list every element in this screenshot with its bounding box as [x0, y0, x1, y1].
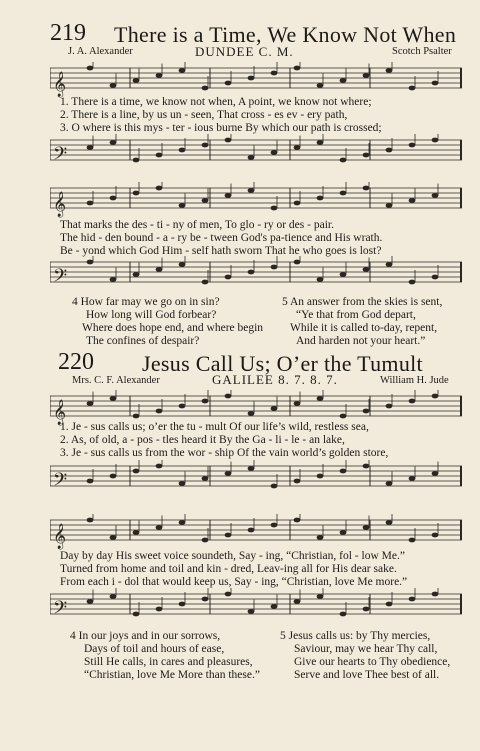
notehead [202, 143, 209, 148]
notehead [156, 153, 163, 158]
clef-icon: 𝄢 [53, 266, 68, 291]
verse-line: How long will God forbear? [86, 309, 217, 321]
notehead [179, 68, 186, 73]
notehead [409, 143, 416, 148]
notehead [87, 260, 94, 265]
notehead [432, 592, 439, 597]
notehead [432, 275, 439, 280]
music-staff-treble [50, 514, 462, 550]
notehead [248, 528, 255, 533]
lyric-line: 1. Je - sus calls us; o’er the tu - mult Of our life’s wild, restless sea, [60, 421, 369, 433]
notehead [317, 594, 324, 599]
hymn-number: 220 [58, 349, 94, 375]
notehead [133, 530, 140, 535]
clef-icon: 𝄢 [53, 598, 68, 623]
notehead [156, 607, 163, 612]
notehead [409, 538, 416, 543]
notehead [363, 186, 370, 191]
notehead [225, 592, 232, 597]
clef-icon: 𝄞 [53, 524, 67, 549]
music-staff-bass [50, 588, 462, 624]
notehead [271, 406, 278, 411]
music-staff-bass [50, 460, 462, 496]
lyrics-block [60, 96, 460, 135]
hymn-number: 219 [50, 20, 86, 46]
notehead [133, 158, 140, 163]
music-source: William H. Jude [380, 375, 449, 386]
notehead [271, 604, 278, 609]
lyric-line: The hid - den bound - a - ry be - tween God's pa-tience and His wrath. [60, 232, 383, 244]
music-staff-bass [50, 256, 462, 292]
notehead [133, 78, 140, 83]
verse-line: And harden not your heart.” [296, 335, 426, 347]
notehead [87, 479, 94, 484]
verse-line: “Ye that from God depart, [296, 309, 416, 321]
notehead [294, 201, 301, 206]
verse-5 [282, 296, 442, 348]
notehead [179, 148, 186, 153]
notehead [225, 471, 232, 476]
lyric-line: Day by day His sweet voice soundeth, Say - ing, “Christian, fol - low Me.” [60, 550, 405, 562]
notehead [179, 203, 186, 208]
verse-line: 5 Jesus calls us: by Thy mercies, [280, 630, 431, 642]
lyrics-block [60, 219, 460, 258]
notehead [294, 260, 301, 265]
notehead [110, 140, 117, 145]
music-staff-treble [50, 182, 462, 218]
notehead [271, 71, 278, 76]
verse-line: While it is called to-day, repent, [290, 322, 438, 334]
verse-line: The confines of despair? [86, 335, 200, 347]
lyric-line: Be - yond which God Him - self hath sworn That he who goes is lost? [60, 245, 382, 257]
notehead [363, 464, 370, 469]
verse-line: Saviour, may we hear Thy call, [294, 643, 438, 655]
notehead [248, 466, 255, 471]
notehead [87, 401, 94, 406]
notehead [271, 265, 278, 270]
notehead [363, 525, 370, 530]
notehead [110, 535, 117, 540]
notehead [363, 73, 370, 78]
notehead [317, 277, 324, 282]
notehead [363, 409, 370, 414]
notehead [432, 138, 439, 143]
verse-line: 4 How far may we go on in sin? [72, 296, 220, 308]
notehead [202, 538, 209, 543]
lyric-line: 3. O where is this mys - ter - ious burne By which our path is crossed; [60, 122, 382, 134]
notehead [294, 66, 301, 71]
notehead [179, 262, 186, 267]
notehead [225, 81, 232, 86]
hymn-title: Jesus Call Us; O’er the Tumult [142, 351, 423, 376]
notehead [156, 525, 163, 530]
notehead [87, 66, 94, 71]
staff-lines [50, 134, 462, 170]
notehead [409, 399, 416, 404]
notehead [340, 78, 347, 83]
notehead [340, 530, 347, 535]
notehead [271, 523, 278, 528]
notehead [156, 186, 163, 191]
verse-line: 4 In our joys and in our sorrows, [70, 630, 221, 642]
notehead [248, 609, 255, 614]
notehead [294, 479, 301, 484]
notehead [317, 196, 324, 201]
notehead [386, 520, 393, 525]
clef-icon: 𝄢 [53, 144, 68, 169]
notehead [317, 535, 324, 540]
notehead [409, 597, 416, 602]
music-staff-bass [50, 134, 462, 170]
notehead [363, 607, 370, 612]
notehead [340, 414, 347, 419]
notehead [294, 518, 301, 523]
lyrics-block [60, 550, 460, 589]
notehead [248, 76, 255, 81]
notehead [386, 148, 393, 153]
notehead [225, 193, 232, 198]
notehead [386, 262, 393, 267]
verse-line: Still He calls, in cares and pleasures, [84, 656, 253, 668]
notehead [225, 275, 232, 280]
notehead [386, 203, 393, 208]
lyric-line: 2. As, of old, a - pos - tles heard it By the Ga - li - le - an lake, [60, 434, 345, 446]
notehead [202, 198, 209, 203]
notehead [340, 158, 347, 163]
notehead [87, 599, 94, 604]
notehead [432, 533, 439, 538]
lyric-line: Turned from home and toil and kin - dred, Leav-ing all for His dear sake. [60, 563, 397, 575]
notehead [432, 471, 439, 476]
verse-line: “Christian, love Me More than these.” [84, 669, 260, 681]
notehead [409, 86, 416, 91]
staff-lines [50, 588, 462, 624]
notehead [179, 602, 186, 607]
music-staff-treble [50, 62, 462, 98]
notehead [179, 404, 186, 409]
staff-lines [50, 256, 462, 292]
notehead [363, 267, 370, 272]
notehead [156, 73, 163, 78]
verse-4 [70, 630, 260, 682]
notehead [340, 469, 347, 474]
notehead [133, 612, 140, 617]
hymn-author: Mrs. C. F. Alexander [72, 375, 160, 386]
notehead [110, 196, 117, 201]
clef-icon: 𝄞 [53, 400, 67, 425]
notehead [110, 83, 117, 88]
notehead [225, 533, 232, 538]
notehead [294, 599, 301, 604]
verse-line: Give our hearts to Thy obedience, [294, 656, 451, 668]
notehead [156, 409, 163, 414]
notehead [179, 481, 186, 486]
notehead [340, 191, 347, 196]
verse-line: Serve and love Thee best of all. [294, 669, 440, 681]
lyric-line: From each i - dol that would keep us, Say - ing, “Christian, love Me more.” [60, 576, 408, 588]
notehead [87, 201, 94, 206]
notehead [133, 414, 140, 419]
notehead [386, 602, 393, 607]
staff-lines [50, 514, 462, 550]
clef-icon: 𝄞 [53, 192, 67, 217]
lyric-line: 1. There is a time, we know not when, A point, we know not where; [60, 96, 372, 108]
clef-icon: 𝄞 [53, 72, 67, 97]
notehead [156, 267, 163, 272]
notehead [202, 86, 209, 91]
notehead [110, 594, 117, 599]
notehead [202, 280, 209, 285]
notehead [271, 206, 278, 211]
notehead [133, 272, 140, 277]
notehead [133, 191, 140, 196]
notehead [294, 145, 301, 150]
verse-4 [72, 296, 263, 348]
notehead [271, 484, 278, 489]
notehead [202, 597, 209, 602]
music-source: Scotch Psalter [392, 46, 452, 57]
notehead [225, 138, 232, 143]
notehead [271, 150, 278, 155]
verse-5 [280, 630, 450, 682]
staff-lines [50, 460, 462, 496]
notehead [202, 476, 209, 481]
hymn-author: J. A. Alexander [68, 46, 133, 57]
notehead [432, 394, 439, 399]
notehead [386, 481, 393, 486]
verse-line: Days of toil and hours of ease, [84, 643, 225, 655]
clef-icon: 𝄢 [53, 470, 68, 495]
staff-lines [50, 62, 462, 98]
tune-name: DUNDEE C. M. [195, 44, 294, 59]
notehead [294, 401, 301, 406]
notehead [248, 155, 255, 160]
notehead [409, 198, 416, 203]
verse-line: Where does hope end, and where begin [82, 322, 264, 334]
notehead [317, 83, 324, 88]
notehead [87, 518, 94, 523]
notehead [87, 145, 94, 150]
notehead [248, 270, 255, 275]
staff-lines [50, 182, 462, 218]
notehead [340, 272, 347, 277]
notehead [386, 404, 393, 409]
notehead [248, 411, 255, 416]
notehead [317, 396, 324, 401]
notehead [432, 193, 439, 198]
lyrics-block [60, 421, 460, 460]
notehead [317, 474, 324, 479]
notehead [202, 399, 209, 404]
notehead [110, 474, 117, 479]
notehead [317, 140, 324, 145]
lyric-line: 3. Je - sus calls us from the wor - ship Of the vain world’s golden store, [60, 447, 389, 459]
verse-line: 5 An answer from the skies is sent, [282, 296, 443, 308]
notehead [409, 280, 416, 285]
notehead [432, 81, 439, 86]
notehead [156, 464, 163, 469]
lyric-line: That marks the des - ti - ny of men, To glo - ry or des - pair. [60, 219, 334, 231]
notehead [225, 394, 232, 399]
notehead [110, 396, 117, 401]
notehead [386, 68, 393, 73]
notehead [179, 520, 186, 525]
notehead [110, 277, 117, 282]
notehead [340, 612, 347, 617]
notehead [363, 153, 370, 158]
tune-name: GALILEE 8. 7. 8. 7. [212, 372, 338, 387]
notehead [248, 188, 255, 193]
hymn-title: There is a Time, We Know Not When [114, 22, 457, 47]
notehead [409, 476, 416, 481]
notehead [133, 469, 140, 474]
lyric-line: 2. There is a line, by us un - seen, That cross - es ev - ery path, [60, 109, 348, 121]
